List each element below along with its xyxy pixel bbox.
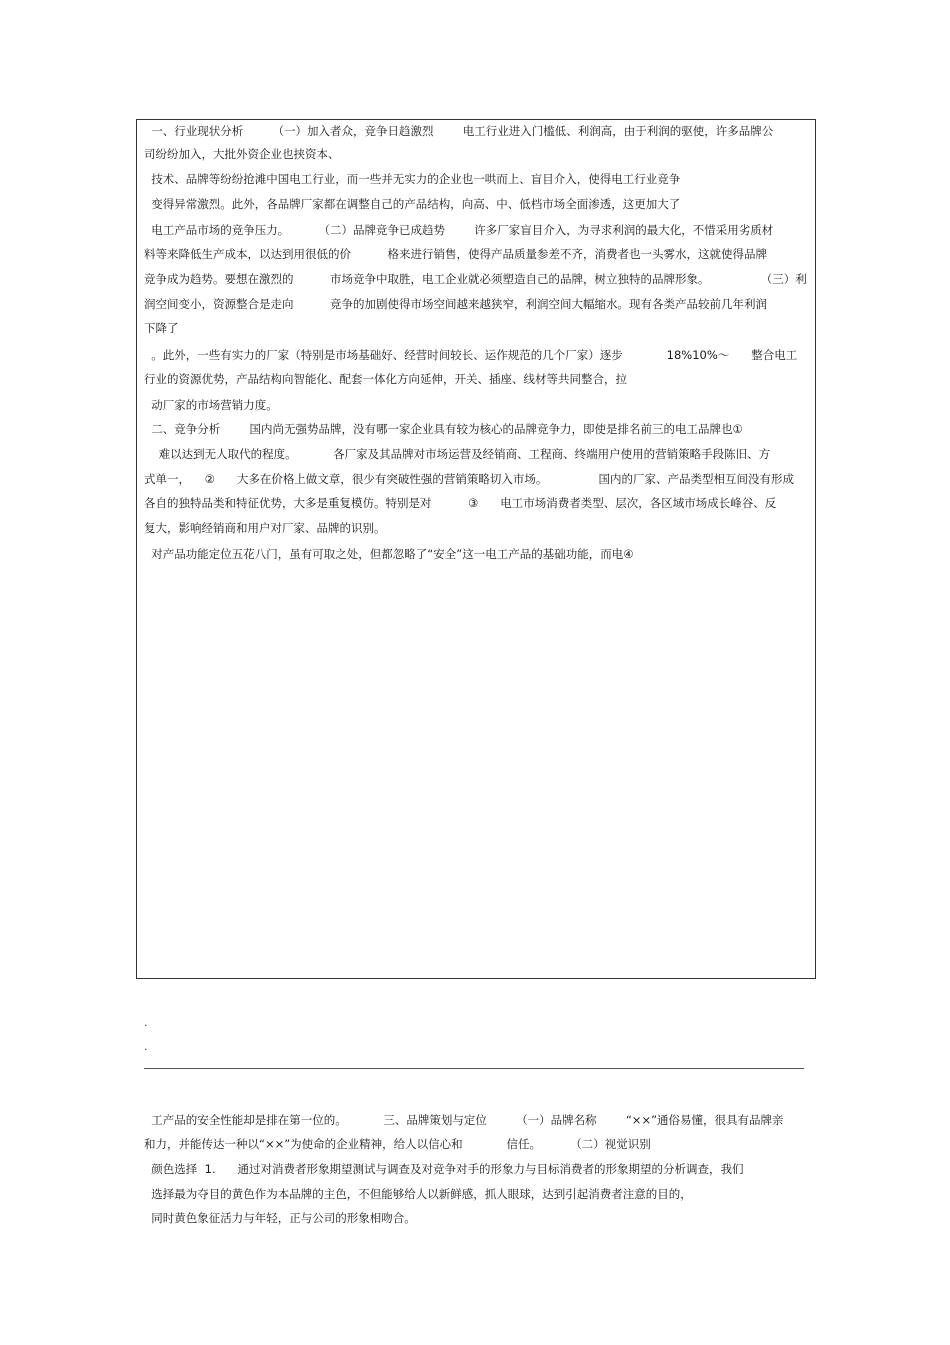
text-line: 变得异常激烈。此外，各品牌厂家都在调整自己的产品结构，向高、中、低档市场全面渗透，这更加大了 — [144, 197, 681, 211]
text-line: 电工产品市场的竞争压力。 （二）品牌竞争已成趋势 许多厂家盲目介入，为寻求利润的最大化，不惜采用劣质材 — [144, 223, 774, 237]
text-line: 行业的资源优势，产品结构向智能化、配套一体化方向延伸，开关、插座、线材等共同整合，拉 — [144, 372, 627, 386]
text-line: 各自的独特品类和特征优势，大多是重复模仿。特别是对 ③ 电工市场消费者类型、层次，各区域市场成长峰谷、反 — [144, 496, 777, 510]
text-line: 对产品功能定位五花八门，虽有可取之处，但都忽略了“安全”这一电工产品的基础功能，而电④ — [144, 547, 634, 561]
text-line: 竞争成为趋势。要想在激烈的 市场竞争中取胜，电工企业就必须塑造自己的品牌，树立独特的品牌形象。 （三）利 — [144, 272, 807, 286]
text-line: 颜色选择 1. 通过对消费者形象期望测试与调查及对竞争对手的形象力与目标消费者的形象期望的分析调查，我们 — [144, 1162, 744, 1176]
text-line: 工产品的安全性能却是排在第一位的。 三、品牌策划与定位 （一）品牌名称 “××”通俗易懂，很具有品牌亲 — [144, 1113, 784, 1127]
text-line: 技术、品牌等纷纷抢滩中国电工行业，而一些并无实力的企业也一哄而上、盲目介入，使得电工行业竞争 — [144, 172, 681, 186]
text-line: 和力，并能传达一种以“××”为使命的企业精神，给人以信心和 信任。 （二）视觉识别 — [144, 1137, 651, 1151]
text-line: 二、竞争分析 国内尚无强势品牌，没有哪一家企业具有较为核心的品牌竞争力，即使是排名前三的电工品牌也① — [144, 422, 743, 436]
page-dot: . — [144, 1016, 148, 1029]
text-line: 。此外，一些有实力的厂家（特别是市场基础好、经营时间较长、运作规范的几个厂家）逐步 18%10%～ 整合电工 — [144, 348, 798, 362]
text-line: 选择最为夺目的黄色作为本品牌的主色，不但能够给人以新鲜感，抓人眼球，达到引起消费者注意的目的， — [144, 1187, 692, 1201]
header-rule — [144, 1068, 804, 1069]
text-line: 式单一， ② 大多在价格上做文章，很少有突破性强的营销策略切入市场。 国内的厂家、产品类型相互间没有形成 — [144, 472, 795, 486]
text-line: 难以达到无人取代的程度。 各厂家及其品牌对市场运营及经销商、工程商、终端用户使用的营销策略手段陈旧、方 — [144, 447, 771, 461]
text-line: 司纷纷加入，大批外资企业也挟资本、 — [144, 147, 340, 161]
text-line: 料等来降低生产成本，以达到用很低的价 格来进行销售，使得产品质量参差不齐，消费者也一头雾水，这就使得品牌 — [144, 247, 768, 261]
text-line: 复大，影响经销商和用户对厂家、品牌的识别。 — [144, 521, 386, 535]
text-line: 一、行业现状分析 （一）加入者众，竞争日趋激烈 电工行业进入门槛低、利润高，由于利润的驱使，许多品牌公 — [144, 124, 774, 138]
text-line: 动厂家的市场营销力度。 — [144, 398, 278, 412]
page-dot: . — [144, 1040, 148, 1053]
text-line: 同时黄色象征活力与年轻，正与公司的形象相吻合。 — [144, 1211, 416, 1225]
text-line: 下降了 — [144, 321, 179, 335]
text-line: 润空间变小，资源整合是走向 竞争的加剧使得市场空间越来越狭窄，利润空间大幅缩水。现有各类产品较前几年利润 — [144, 297, 768, 311]
